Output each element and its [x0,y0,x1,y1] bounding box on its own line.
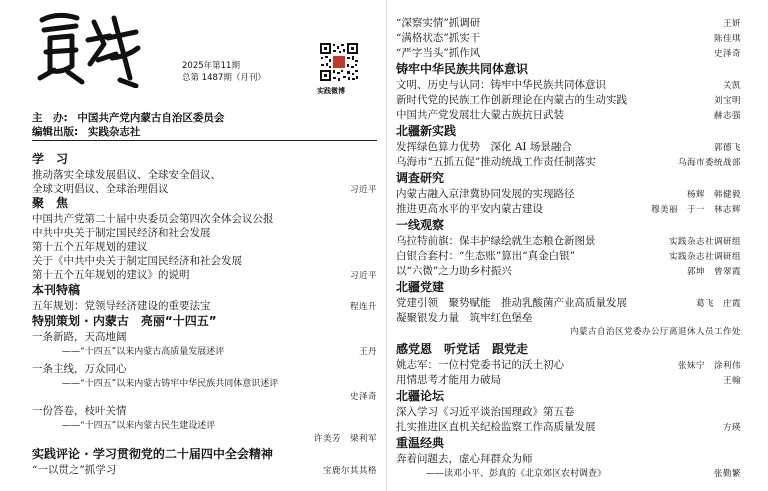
toc-author: 内蒙古自治区党委办公厅离退休人员工作处 [569,327,741,337]
masthead-divider [32,140,377,141]
toc-title: 用情思考才能用力破局 [396,374,501,386]
toc-title: 深入学习《习近平谈治国理政》第五卷 [396,406,575,418]
toc-entry[interactable] [32,182,377,197]
toc-title: ——“十四五”以来内蒙古铸牢中华民族共同体意识述评 [62,379,279,389]
toc-author: 程连升 [349,302,377,312]
toc-entry[interactable] [396,311,741,325]
toc-title: ——“十四五”以来内蒙古民生建设述评 [62,421,216,431]
toc-title: 一份答卷，枝叶关情 [32,405,127,417]
sponsor-label: 主 办: [32,112,68,124]
toc-title: 一条主线，万众同心 [32,363,127,375]
toc-entry[interactable] [32,463,377,478]
toc-entry[interactable] [32,240,377,254]
toc-entry[interactable] [396,234,741,249]
toc-author: 许美芳 梁利军 [313,434,377,444]
toc-entry[interactable] [396,31,741,46]
toc-author: 葛飞 庄霞 [695,299,741,309]
toc-author: 宝鹿尔其其格 [322,466,377,476]
toc-title: 乌海市“五抓五促”推动统战工作责任制落实 [396,156,596,168]
column-divider [386,0,387,491]
toc-entry[interactable] [396,16,741,31]
toc-title: 发挥绿色算力优势 深化 AI 场景融合 [396,141,572,153]
toc-entry[interactable] [396,249,741,264]
toc-entry[interactable] [32,362,377,376]
toc-entry[interactable] [396,46,741,61]
toc-entry[interactable] [32,254,377,268]
section-heading: 铸牢中华民族共同体意识 [396,62,529,76]
section-heading: 北疆新实践 [396,124,457,138]
toc-author: 郭坤 曾翠霞 [686,267,741,277]
toc-title: 姚志军：一位村党委书记的沃土初心 [396,359,564,371]
toc-entry[interactable] [396,358,741,373]
toc-subtitle[interactable] [32,419,377,433]
toc-title: ——“十四五”以来内蒙古高质量发展述评 [62,347,225,357]
toc-title: 内蒙古融入京津冀协同发展的实现路径 [396,188,575,200]
sponsor-line [32,110,224,125]
qr-code[interactable] [319,42,359,82]
toc-title: 推动落实全球发展倡议、全球安全倡议、 [32,169,221,181]
toc-entry[interactable] [396,296,741,311]
section-heading: 一线观察 [396,218,445,232]
toc-entry[interactable] [396,202,741,217]
toc-title: “满格状态”抓实干 [396,32,481,44]
toc-subtitle[interactable] [32,377,377,391]
toc-title: 推进更高水平的平安内蒙古建设 [396,203,543,215]
toc-author: 郭德飞 [713,143,741,153]
toc-title: 全球文明倡议、全球治理倡议 [32,183,169,195]
section-heading: 聚 焦 [32,196,69,210]
toc-entry[interactable] [396,108,741,123]
toc-author: 实践杂志社调研组 [668,252,741,262]
toc-entry[interactable] [32,404,377,418]
toc-author-line [396,325,741,339]
toc-title: 乌拉特前旗：保丰护绿绘就生态粮仓新图景 [396,235,596,247]
toc-entry[interactable] [32,299,377,314]
toc-entry[interactable] [32,226,377,240]
toc-title: 一条新路，天高地阔 [32,331,127,343]
publisher-name: 实践杂志社 [87,126,141,138]
toc-title: 白银合套村：“生态账”算出“真金白银” [396,250,575,262]
toc-title: 第十五个五年规划的建议》的说明 [32,269,190,281]
toc-title: “严字当头”抓作风 [396,47,481,59]
toc-title: 第十五个五年规划的建议 [32,241,148,253]
section-heading: 本刊特稿 [32,283,81,297]
toc-entry[interactable] [32,268,377,283]
toc-author: 关凯 [722,81,741,91]
toc-entry[interactable] [396,140,741,155]
publisher-line [32,124,140,139]
toc-author: 张勤繁 [713,469,741,479]
toc-entry[interactable] [396,187,741,202]
toc-author: 刘宝明 [713,96,741,106]
toc-title: 中共中央关于制定国民经济和社会发展 [32,227,211,239]
section-heading: 北疆论坛 [396,389,445,403]
toc-author: 习近平 [349,271,377,281]
publisher-label: 编辑出版: [32,126,79,138]
toc-title: 文明、历史与认同：铸牢中华民族共同体意识 [396,79,606,91]
toc-author: 王翰 [722,376,741,386]
toc-entry[interactable] [396,373,741,388]
toc-entry[interactable] [32,330,377,344]
toc-author: 穆美丽 于一 林志辉 [650,205,741,215]
issue-number: 2025年第11期 [182,61,240,71]
toc-author-line [32,390,377,404]
toc-author: 乌海市委统战部 [677,158,741,168]
toc-title: 中国共产党第二十届中央委员会第四次全体会议公报 [32,213,274,225]
toc-entry[interactable] [32,212,377,226]
qr-caption: 实践微博 [317,87,345,95]
toc-title: 五年规划：党领导经济建设的重要法宝 [32,300,211,312]
toc-entry[interactable] [396,78,741,93]
toc-title: 奔着问题去，虚心拜群众为师 [396,453,533,465]
toc-author: 史泽奇 [349,392,377,402]
toc-entry[interactable] [32,168,377,182]
toc-entry[interactable] [396,155,741,170]
toc-title: “深察实情”抓调研 [396,17,481,29]
toc-title: 新时代党的民族工作创新理论在内蒙古的生动实践 [396,94,627,106]
toc-title: 中国共产党发展壮大蒙古族抗日武装 [396,109,564,121]
toc-title: 党建引领 聚势赋能 推动乳酸菌产业高质量发展 [396,297,627,309]
section-heading: 重温经典 [396,436,445,450]
toc-author: 张妹宁 涂利伟 [677,361,741,371]
toc-author: 王妍 [722,19,741,29]
toc-subtitle[interactable] [32,345,377,359]
toc-title: 关于《中共中央关于制定国民经济和社会发展 [32,255,242,267]
sponsor-name: 中国共产党内蒙古自治区委员会 [77,112,225,124]
section-heading: 感党恩 听党话 跟党走 [396,342,529,356]
toc-entry[interactable] [396,405,741,419]
toc-author: 方瑛 [722,423,741,433]
toc-subtitle[interactable] [396,467,741,481]
toc-author: 史泽奇 [713,49,741,59]
toc-entry[interactable] [396,452,741,466]
toc-title: ——读邓小平、彭真的《北京郊区农村调查》 [426,469,607,479]
total-issue-number: 总第 1487期（月刊） [182,73,266,83]
toc-title: “一以贯之”抓学习 [32,464,117,476]
section-heading: 学 习 [32,152,69,166]
toc-title: 扎实推进区直机关纪检监察工作高质量发展 [396,421,596,433]
toc-author-line [32,432,377,446]
magazine-calligraphy-logo [32,8,142,88]
section-heading: 特别策划 · 内蒙古 亮丽“十四五” [32,314,217,328]
section-heading: 实践评论 · 学习贯彻党的二十届四中全会精神 [32,447,273,461]
toc-author: 杨辉 韩健毅 [686,190,741,200]
toc-title: 以“六微”之力助乡村振兴 [396,265,512,277]
toc-entry[interactable] [396,264,741,279]
toc-author: 陈佳琪 [713,34,741,44]
toc-author: 赫志强 [713,111,741,121]
section-heading: 北疆党建 [396,280,445,294]
toc-author: 实践杂志社调研组 [668,237,741,247]
toc-entry[interactable] [396,93,741,108]
toc-title: 凝聚银发力量 筑牢红色堡垒 [396,312,533,324]
section-heading: 调查研究 [396,171,445,185]
toc-author: 王丹 [358,347,377,357]
toc-author: 习近平 [349,185,377,195]
toc-entry[interactable] [396,420,741,435]
